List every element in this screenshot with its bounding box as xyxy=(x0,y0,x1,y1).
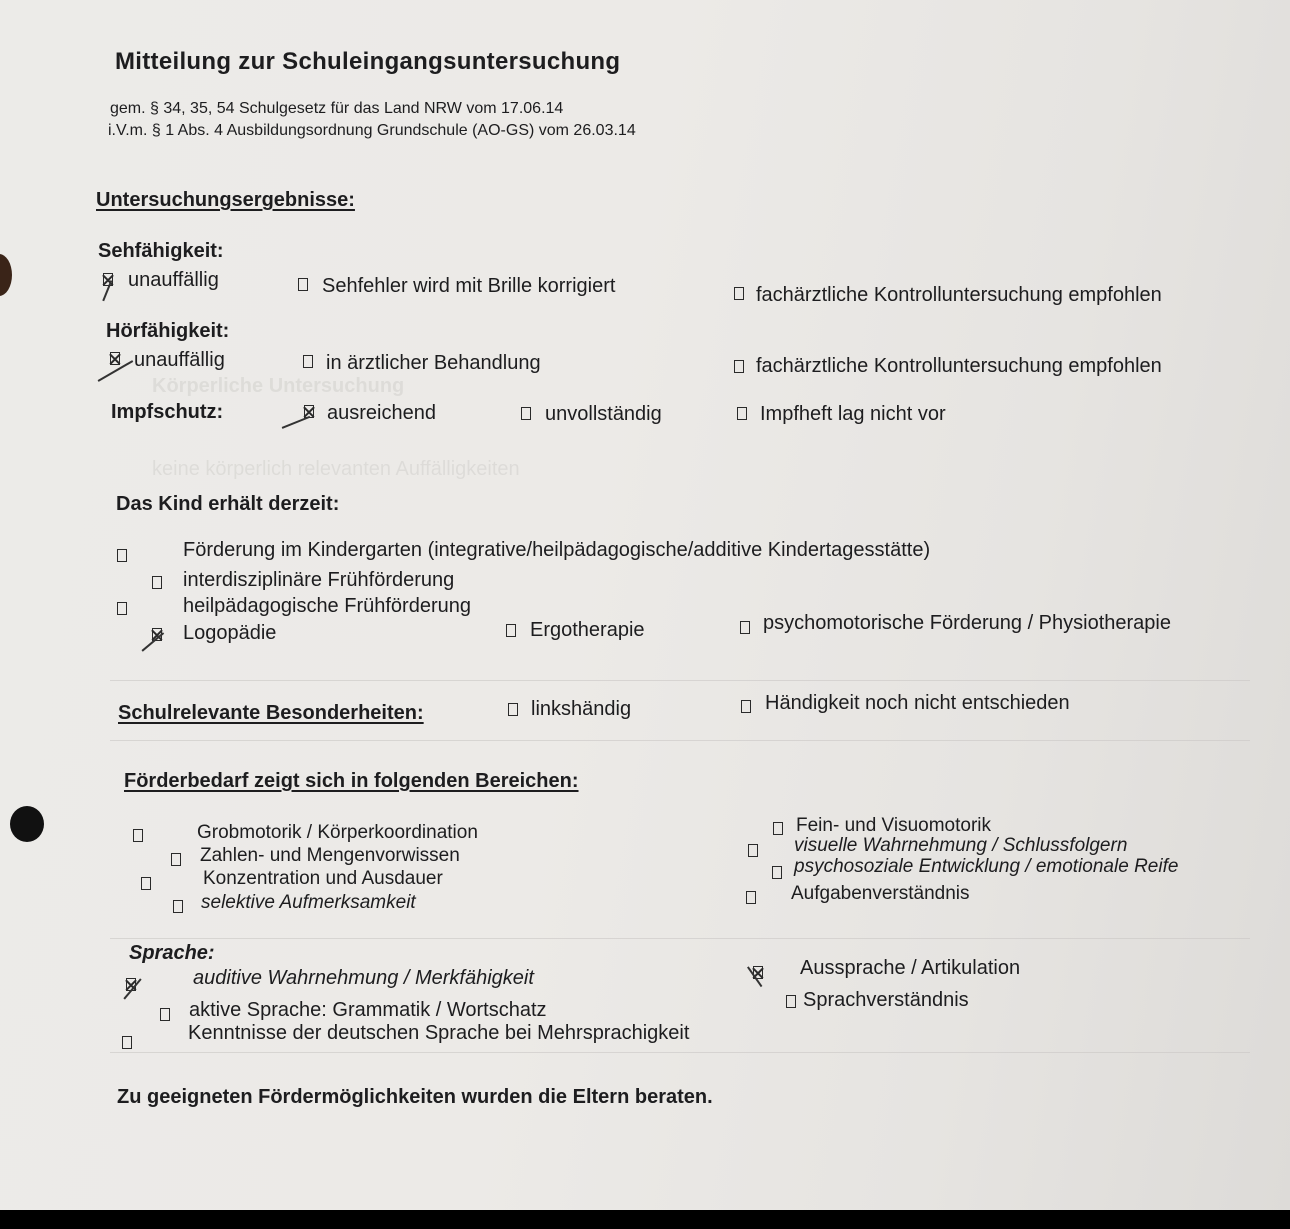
language-comprehension-checkbox[interactable] xyxy=(786,995,796,1008)
punch-hole xyxy=(10,806,44,842)
language-comprehension-label: Sprachverständnis xyxy=(803,989,969,1011)
german-language-label: Kenntnisse der deutschen Sprache bei Mehrsprachigkeit xyxy=(188,1022,690,1044)
hearing-label: Hörfähigkeit: xyxy=(106,320,230,342)
vaccination-incomplete-checkbox[interactable] xyxy=(521,407,531,420)
school-relevant-heading: Schulrelevante Besonderheiten: xyxy=(118,702,424,724)
psychosocial-checkbox[interactable] xyxy=(772,866,782,879)
early-intervention-checkbox[interactable] xyxy=(152,576,162,589)
punch-hole xyxy=(0,254,12,296)
support-needs-heading: Förderbedarf zeigt sich in folgenden Bereichen: xyxy=(124,770,579,792)
handedness-undecided-label: Händigkeit noch nicht entschieden xyxy=(765,692,1070,714)
active-language-label: aktive Sprache: Grammatik / Wortschatz xyxy=(189,999,547,1021)
left-handed-checkbox[interactable] xyxy=(508,703,518,716)
hearing-treatment-label: in ärztlicher Behandlung xyxy=(326,352,541,374)
vision-normal-label: unauffällig xyxy=(128,269,219,291)
ruled-line xyxy=(110,1052,1250,1053)
selective-attention-label: selektive Aufmerksamkeit xyxy=(201,892,416,913)
hearing-specialist-checkbox[interactable] xyxy=(734,360,744,373)
early-intervention-label: interdisziplinäre Frühförderung xyxy=(183,569,455,591)
ruled-line xyxy=(110,938,1250,939)
vision-glasses-label: Sehfehler wird mit Brille korrigiert xyxy=(322,275,616,297)
hearing-normal-label: unauffällig xyxy=(134,349,225,371)
vision-specialist-checkbox[interactable] xyxy=(734,287,744,300)
special-needs-intervention-label: heilpädagogische Frühförderung xyxy=(183,595,471,617)
vision-glasses-checkbox[interactable] xyxy=(298,278,308,291)
concentration-checkbox[interactable] xyxy=(141,877,151,890)
legal-reference-line-1: gem. § 34, 35, 54 Schulgesetz für das Land NRW vom 17.06.14 xyxy=(110,100,564,117)
visual-perception-label: visuelle Wahrnehmung / Schlussfolgern xyxy=(794,835,1128,856)
psychomotor-physio-checkbox[interactable] xyxy=(740,621,750,634)
kindergarten-support-label: Förderung im Kindergarten (integrative/heilpädagogische/additive Kindertagesstätte) xyxy=(183,539,931,561)
ruled-line xyxy=(110,740,1250,741)
vaccination-no-record-checkbox[interactable] xyxy=(737,407,747,420)
auditive-perception-label: auditive Wahrnehmung / Merkfähigkeit xyxy=(193,967,534,989)
ruled-line xyxy=(110,680,1250,681)
task-comprehension-label: Aufgabenverständnis xyxy=(791,883,970,904)
speech-therapy-label: Logopädie xyxy=(183,622,277,644)
hearing-treatment-checkbox[interactable] xyxy=(303,355,313,368)
language-heading: Sprache: xyxy=(129,942,215,964)
vaccination-label: Impfschutz: xyxy=(111,401,224,423)
articulation-label: Aussprache / Artikulation xyxy=(800,957,1021,979)
occupational-therapy-checkbox[interactable] xyxy=(506,624,516,637)
hearing-normal-checkbox[interactable] xyxy=(110,352,120,365)
german-language-checkbox[interactable] xyxy=(122,1036,132,1049)
numbers-knowledge-checkbox[interactable] xyxy=(171,853,181,866)
vaccination-incomplete-label: unvollständig xyxy=(545,403,662,425)
kindergarten-support-checkbox[interactable] xyxy=(117,549,127,562)
page-title: Mitteilung zur Schuleingangsuntersuchung xyxy=(115,48,621,75)
occupational-therapy-label: Ergotherapie xyxy=(530,619,645,641)
vision-label: Sehfähigkeit: xyxy=(98,240,224,262)
visual-perception-checkbox[interactable] xyxy=(748,844,758,857)
special-needs-intervention-checkbox[interactable] xyxy=(117,602,127,615)
psychosocial-label: psychosoziale Entwicklung / emotionale Reife xyxy=(794,856,1179,877)
selective-attention-checkbox[interactable] xyxy=(173,900,183,913)
vaccination-sufficient-label: ausreichend xyxy=(327,402,436,424)
fine-motor-checkbox[interactable] xyxy=(773,822,783,835)
legal-reference-line-2: i.V.m. § 1 Abs. 4 Ausbildungsordnung Grundschule (AO-GS) vom 26.03.14 xyxy=(108,122,636,139)
concentration-label: Konzentration und Ausdauer xyxy=(203,868,443,889)
task-comprehension-checkbox[interactable] xyxy=(746,891,756,904)
parents-advised-statement: Zu geeigneten Fördermöglichkeiten wurden die Eltern beraten. xyxy=(117,1086,713,1108)
current-support-heading: Das Kind erhält derzeit: xyxy=(116,493,340,515)
results-heading: Untersuchungsergebnisse: xyxy=(96,189,355,211)
hearing-specialist-label: fachärztliche Kontrolluntersuchung empfohlen xyxy=(756,355,1162,377)
vision-specialist-label: fachärztliche Kontrolluntersuchung empfohlen xyxy=(756,284,1162,306)
left-handed-label: linkshändig xyxy=(531,698,632,720)
numbers-knowledge-label: Zahlen- und Mengenvorwissen xyxy=(200,845,460,866)
gross-motor-label: Grobmotorik / Körperkoordination xyxy=(197,822,478,843)
vaccination-no-record-label: Impfheft lag nicht vor xyxy=(760,403,946,425)
active-language-checkbox[interactable] xyxy=(160,1008,170,1021)
show-through-text: keine körperlich relevanten Auffälligkeiten xyxy=(152,458,520,480)
pen-mark xyxy=(282,416,310,429)
gross-motor-checkbox[interactable] xyxy=(133,829,143,842)
fine-motor-label: Fein- und Visuomotorik xyxy=(796,815,992,836)
show-through-text: Körperliche Untersuchung xyxy=(152,375,405,397)
psychomotor-physio-label: psychomotorische Förderung / Physiotherapie xyxy=(763,612,1171,634)
handedness-undecided-checkbox[interactable] xyxy=(741,700,751,713)
